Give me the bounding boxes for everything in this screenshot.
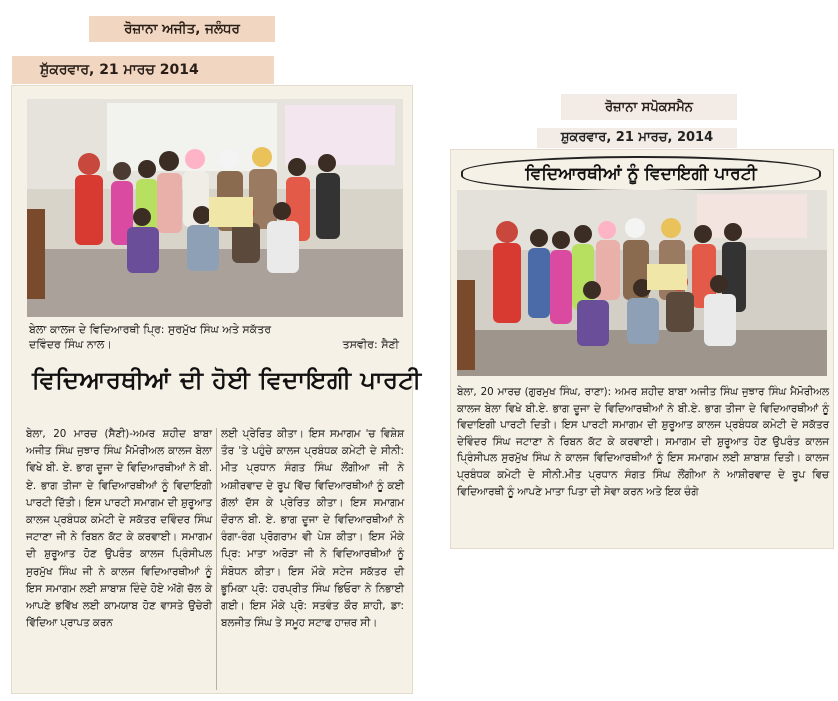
right-clipping [451, 130, 833, 548]
right-headline: ਵਿਦਿਆਰਥੀਆਂ ਨੂੰ ਵਿਦਾਇਗੀ ਪਾਰਟੀ [525, 164, 757, 184]
left-paper-name: ਰੋਜ਼ਾਨਾ ਅਜੀਤ, ਜਲੰਧਰ [124, 21, 240, 37]
left-article-column-2: ਲਈ ਪ੍ਰੇਰਿਤ ਕੀਤਾ। ਇਸ ਸਮਾਗਮ 'ਚ ਵਿਸ਼ੇਸ਼ ਤੌਰ 'ਤੇ ਪਹੁੰਚੇ ਕਾਲਜ ਪ੍ਰਬੰਧਕ ਕਮੇਟੀ ਦੇ ਸੀਨੀ: ਮੀਤ ਪ੍ਰਧਾਨ ਸੰਗਤ ਸਿੰਘ ਲੌਂਗੀਆ ਜੀ ਨੇ ਅਸ਼ੀਰਵਾਦ ਦੇ ਰੂਪ ਵਿੱਚ ਵਿਦਿਆਰਥੀਆਂ ਨੂੰ ਕਈ ਗੱਲਾਂ ਦੱਸ ਕੇ ਪ੍ਰੇਰਿਤ ਕੀਤਾ। ਇਸ ਸਮਾਗਮ ਦੌਰਾਨ ਬੀ. ਏ. ਭਾਗ ਦੂਜਾ ਦੇ ਵਿਦਿਆਰਥੀਆਂ ਨੇ ਰੰਗਾ-ਰੰਗ ਪ੍ਰੋਗਰਾਮ ਵੀ ਪੇਸ਼ ਕੀਤਾ। ਇਸ ਮੌਕੇ ਪ੍ਰਿ: ਮਾਤਾ ਅਰੋੜਾ ਜੀ ਨੇ ਵਿਦਿਆਰਥੀਆਂ ਨੂੰ ਸੰਬੋਧਨ ਕੀਤਾ। ਇਸ ਮੌਕੇ ਸਟੇਜ ਸਕੱਤਰ ਦੀ ਭੂਮਿਕਾ ਪ੍ਰੋ: ਹਰਪ੍ਰੀਤ ਸਿੰਘ ਭਿਓਰਾ ਨੇ ਨਿਭਾਈ ਗਈ। ਇਸ ਮੌਕੇ ਪ੍ਰੋ: ਸਤਵੰਤ ਕੌਰ ਸ਼ਾਹੀ, ਡਾ: ਬਲਜੀਤ ਸਿੰਘ ਤੇ ਸਮੂਹ ਸਟਾਫ ਹਾਜ਼ਰ ਸੀ। [221, 428, 404, 630]
right-group-photo [457, 190, 827, 376]
left-photo-caption-line2: ਦਵਿੰਦਰ ਸਿੰਘ ਨਾਲ। [29, 338, 112, 351]
right-paper-name: ਰੋਜ਼ਾਨਾ ਸਪੋਕਸਮੈਨ [605, 99, 693, 115]
right-date: ਸ਼ੁਕਰਵਾਰ, 21 ਮਾਰਚ, 2014 [537, 128, 737, 148]
right-paper-name-label [561, 94, 737, 120]
left-article-column-1: ਬੇਲਾ, 20 ਮਾਰਚ (ਸੈਣੀ)-ਅਮਰ ਸ਼ਹੀਦ ਬਾਬਾ ਅਜੀਤ ਸਿੰਘ ਜੁਝਾਰ ਸਿੰਘ ਮੈਮੋਰੀਅਲ ਕਾਲਜ ਬੇਲਾ ਵਿਖੇ ਬੀ. ਏ. ਭਾਗ ਦੂਜਾ ਦੇ ਵਿਦਿਆਰਥੀਆਂ ਨੇ ਬੀ. ਏ. ਭਾਗ ਤੀਜਾ ਦੇ ਵਿਦਿਆਰਥੀਆਂ ਨੂੰ ਵਿਦਾਇਗੀ ਪਾਰਟੀ ਦਿੱਤੀ। ਇਸ ਪਾਰਟੀ ਸਮਾਗਮ ਦੀ ਸ਼ੁਰੂਆਤ ਕਾਲਜ ਪ੍ਰਬੰਧਕ ਕਮੇਟੀ ਦੇ ਸਕੱਤਰ ਦਵਿੰਦਰ ਸਿੰਘ ਜਟਾਣਾ ਜੀ ਨੇ ਰਿਬਨ ਕੱਟ ਕੇ ਕਰਵਾਈ। ਸਮਾਗਮ ਦੀ ਸ਼ੁਰੂਆਤ ਹੋਣ ਉਪਰੰਤ ਕਾਲਜ ਪ੍ਰਿੰਸੀਪਲ ਸੁਰਮੁੱਖ ਸਿੰਘ ਜੀ ਨੇ ਕਾਲਜ ਵਿਦਿਆਰਥੀਆਂ ਨੂੰ ਇਸ ਸਮਾਗਮ ਲਈ ਸ਼ਾਬਾਸ਼ ਦਿੰਦੇ ਹੋਏ ਅੱਗੇ ਚੱਲ ਕੇ ਆਪਣੇ ਭਵਿੱਖ ਲਈ ਕਾਮਯਾਬ ਹੋਣ ਵਾਸਤੇ ਉਚੇਰੀ ਵਿੱਦਿਆ ਪ੍ਰਾਪਤ ਕਰਨ [26, 428, 212, 630]
left-column-divider [216, 428, 217, 690]
left-clipping [12, 86, 422, 693]
left-photo-credit: ਤਸਵੀਰ: ਸੈਣੀ [342, 338, 399, 351]
left-paper-name-label [89, 16, 275, 42]
right-headline-box [461, 156, 821, 192]
left-group-photo [27, 99, 403, 317]
left-date: ਸ਼ੁੱਕਰਵਾਰ, 21 ਮਾਰਚ 2014 [40, 62, 199, 78]
left-date-label [12, 56, 274, 84]
left-photo-caption-line1: ਬੇਲਾ ਕਾਲਜ ਦੇ ਵਿਦਿਆਰਥੀ ਪ੍ਰਿ: ਸੁਰਮੁੱਖ ਸਿੰਘ ਅਤੇ ਸਕੱਤਰ [29, 323, 272, 336]
left-headline: ਵਿਦਿਆਰਥੀਆਂ ਦੀ ਹੋਈ ਵਿਦਾਇਗੀ ਪਾਰਟੀ [32, 366, 422, 394]
left-photo-caption [29, 322, 405, 352]
right-article-body: ਬੇਲਾ, 20 ਮਾਰਚ (ਗੁਰਮੁਖ ਸਿੰਘ, ਰਾਣਾ): ਅਮਰ ਸ਼ਹੀਦ ਬਾਬਾ ਅਜੀਤ ਸਿੰਘ ਜੁਝਾਰ ਸਿੰਘ ਮੈਮੋਰੀਅਲ ਕਾਲਜ ਬੇਲਾ ਵਿਖੇ ਬੀ.ਏ. ਭਾਗ ਦੂਜਾ ਦੇ ਵਿਦਿਆਰਥੀਆਂ ਨੇ ਬੀ.ਏ. ਭਾਗ ਤੀਜਾ ਦੇ ਵਿਦਿਆਰਥੀਆਂ ਨੂੰ ਵਿਦਾਇਗੀ ਪਾਰਟੀ ਦਿਤੀ। ਇਸ ਪਾਰਟੀ ਸਮਾਗਮ ਦੀ ਸ਼ੁਰੂਆਤ ਕਾਲਜ ਪ੍ਰਬੰਧਕ ਕਮੇਟੀ ਦੇ ਸਕੱਤਰ ਦੇਵਿੰਦਰ ਸਿੰਘ ਜਟਾਣਾ ਨੇ ਰਿਬਨ ਕੱਟ ਕੇ ਕਰਵਾਈ। ਸਮਾਗਮ ਦੀ ਸ਼ੁਰੂਆਤ ਹੋਣ ਉਪਰੰਤ ਕਾਲਜ ਪ੍ਰਿੰਸੀਪਲ ਸੁਰਮੁੱਖ ਸਿੰਘ ਨੇ ਕਾਲਜ ਵਿਦਿਆਰਥੀਆਂ ਨੂੰ ਇਸ ਸਮਾਗਮ ਲਈ ਸ਼ਾਬਾਸ਼ ਦਿਤੀ। ਕਾਲਜ ਪ੍ਰਬੰਧਕ ਕਮੇਟੀ ਦੇ ਸੀਨੀ.ਮੀਤ ਪ੍ਰਧਾਨ ਸੰਗਤ ਸਿੰਘ ਲੌਂਗੀਆ ਨੇ ਆਸ਼ੀਰਵਾਦ ਦੇ ਰੂਪ ਵਿਚ ਵਿਦਿਆਰਥੀ ਨੂੰ ਆਪਣੇ ਮਾਤਾ ਪਿਤਾ ਦੀ ਸੇਵਾ ਕਰਨ ਅਤੇ ਇਕ ਚੰਗੇ [457, 386, 829, 498]
